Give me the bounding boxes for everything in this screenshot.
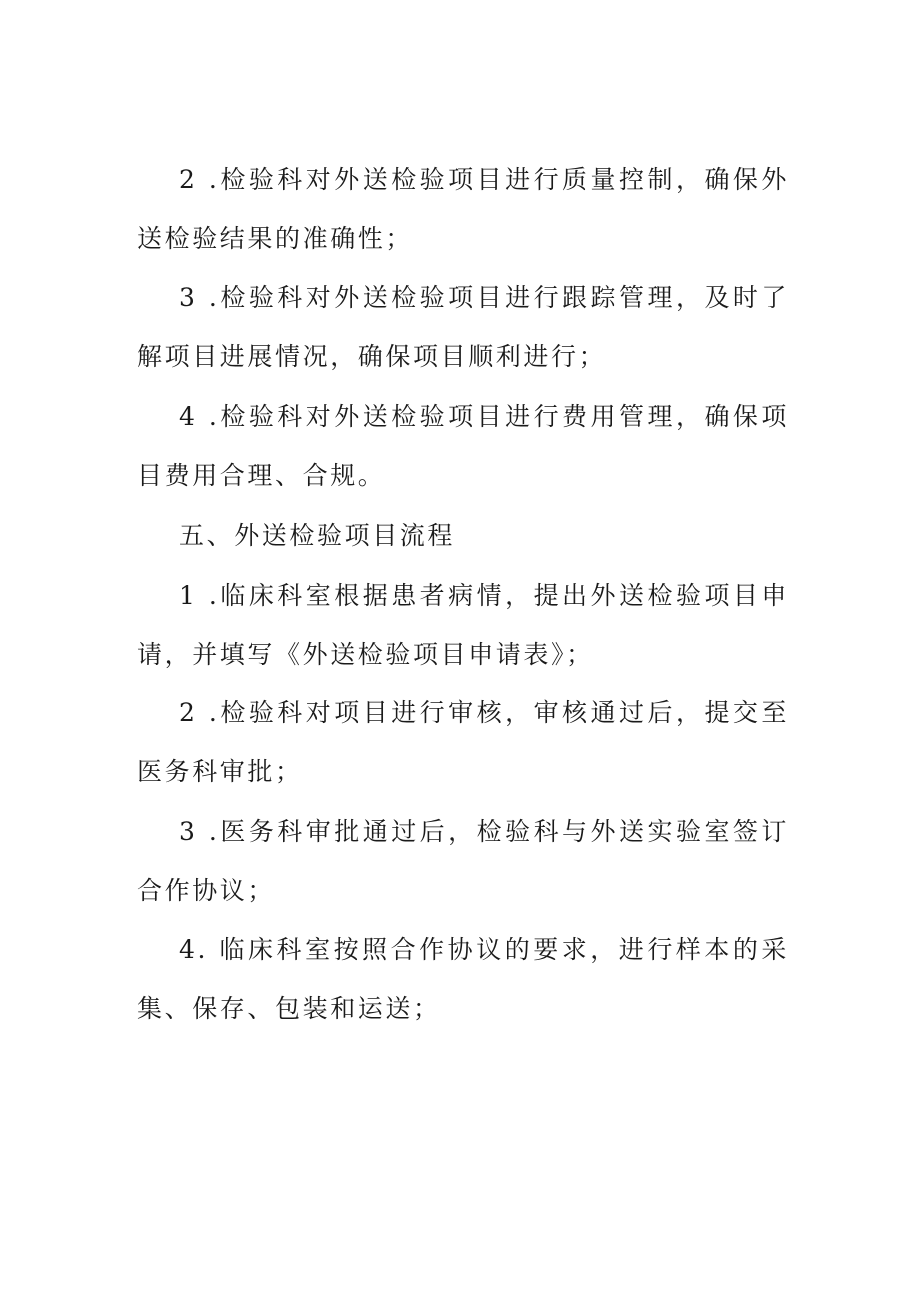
paragraph-tracking-management: 3 .检验科对外送检验项目进行跟踪管理，及时了解项目进展情况，确保项目顺利进行； xyxy=(137,283,789,371)
section-heading-process: 五、外送检验项目流程 xyxy=(179,521,456,550)
paragraph-agreement: 3 .医务科审批通过后，检验科与外送实验室签订合作协议； xyxy=(137,817,789,905)
paragraph-quality-control: 2 .检验科对外送检验项目进行质量控制，确保外送检验结果的准确性； xyxy=(137,165,789,253)
paragraph-application: 1 .临床科室根据患者病情，提出外送检验项目申请，并填写《外送检验项目申请表》； xyxy=(137,581,789,669)
paragraph-sample-handling: 4. 临床科室按照合作协议的要求，进行样本的采集、保存、包装和运送； xyxy=(137,935,789,1023)
paragraph-cost-management: 4 .检验科对外送检验项目进行费用管理，确保项目费用合理、合规。 xyxy=(137,402,789,490)
paragraph-review: 2 .检验科对项目进行审核，审核通过后，提交至医务科审批； xyxy=(137,698,789,786)
